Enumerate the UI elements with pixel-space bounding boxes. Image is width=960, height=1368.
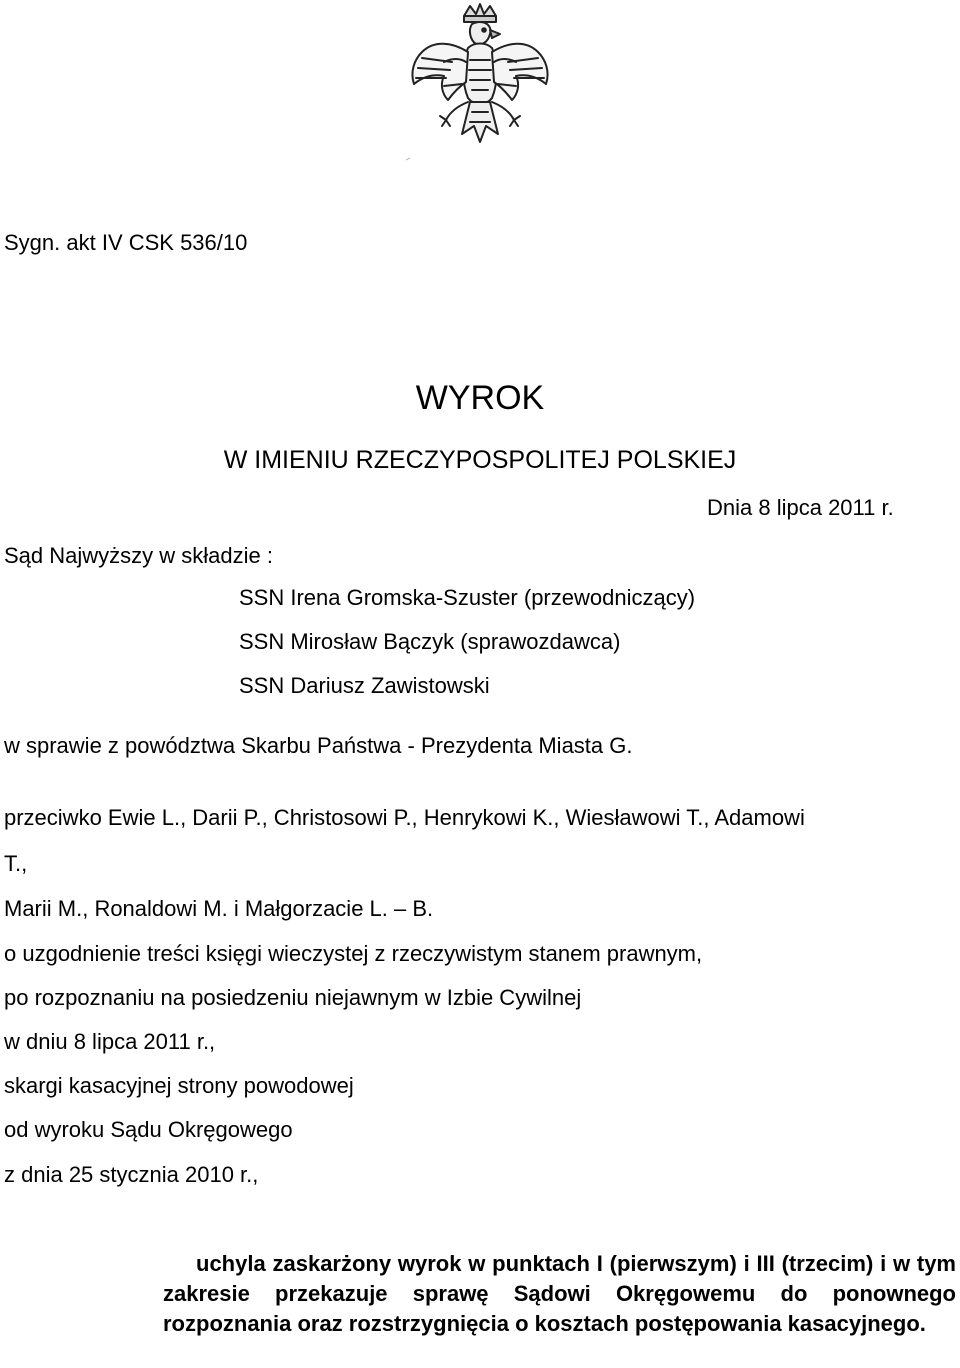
case-line-plaintiff: w sprawie z powództwa Skarbu Państwa - Prezydenta Miasta G. bbox=[4, 733, 633, 758]
document-title: WYROK bbox=[415, 379, 545, 417]
judge-presiding: SSN Irena Gromska-Szuster (przewodniczący) bbox=[239, 585, 696, 610]
case-line-hearing: po rozpoznaniu na posiedzeniu niejawnym w Izbie Cywilnej bbox=[4, 985, 582, 1010]
polish-eagle-emblem-icon bbox=[404, 2, 556, 170]
case-signature: Sygn. akt IV CSK 536/10 bbox=[4, 230, 248, 255]
operative-ruling: uchyla zaskarżony wyrok w punktach I (pierwszym) i III (trzecim) i w tym zakresie przekazuje sprawę Sądowi Okręgowemu do ponownego rozpoznania oraz rozstrzygnięcia o kosztach postępowania kasacyjnego. bbox=[163, 1251, 956, 1336]
judgment-date: Dnia 8 lipca 2011 r. bbox=[707, 495, 894, 520]
case-line-subject: o uzgodnienie treści księgi wieczystej z rzeczywistym stanem prawnym, bbox=[4, 941, 703, 966]
judge-member: SSN Dariusz Zawistowski bbox=[239, 673, 490, 698]
case-line-defendants-cont: T., bbox=[4, 851, 28, 876]
case-line-defendants-end: Marii M., Ronaldowi M. i Małgorzacie L. – B. bbox=[4, 896, 434, 921]
court-composition-intro: Sąd Najwyższy w składzie : bbox=[4, 543, 273, 568]
case-line-defendants: przeciwko Ewie L., Darii P., Christosowi P., Henrykowi K., Wiesławowi T., Adamowi bbox=[4, 805, 805, 830]
case-line-hearing-date: w dniu 8 lipca 2011 r., bbox=[4, 1029, 216, 1054]
case-line-appeal: skargi kasacyjnej strony powodowej bbox=[4, 1073, 354, 1098]
case-line-lower-court-date: z dnia 25 stycznia 2010 r., bbox=[4, 1162, 259, 1187]
case-line-lower-court: od wyroku Sądu Okręgowego bbox=[4, 1117, 293, 1142]
judge-rapporteur: SSN Mirosław Bączyk (sprawozdawca) bbox=[239, 629, 621, 654]
document-subtitle: W IMIENIU RZECZYPOSPOLITEJ POLSKIEJ bbox=[223, 446, 737, 474]
